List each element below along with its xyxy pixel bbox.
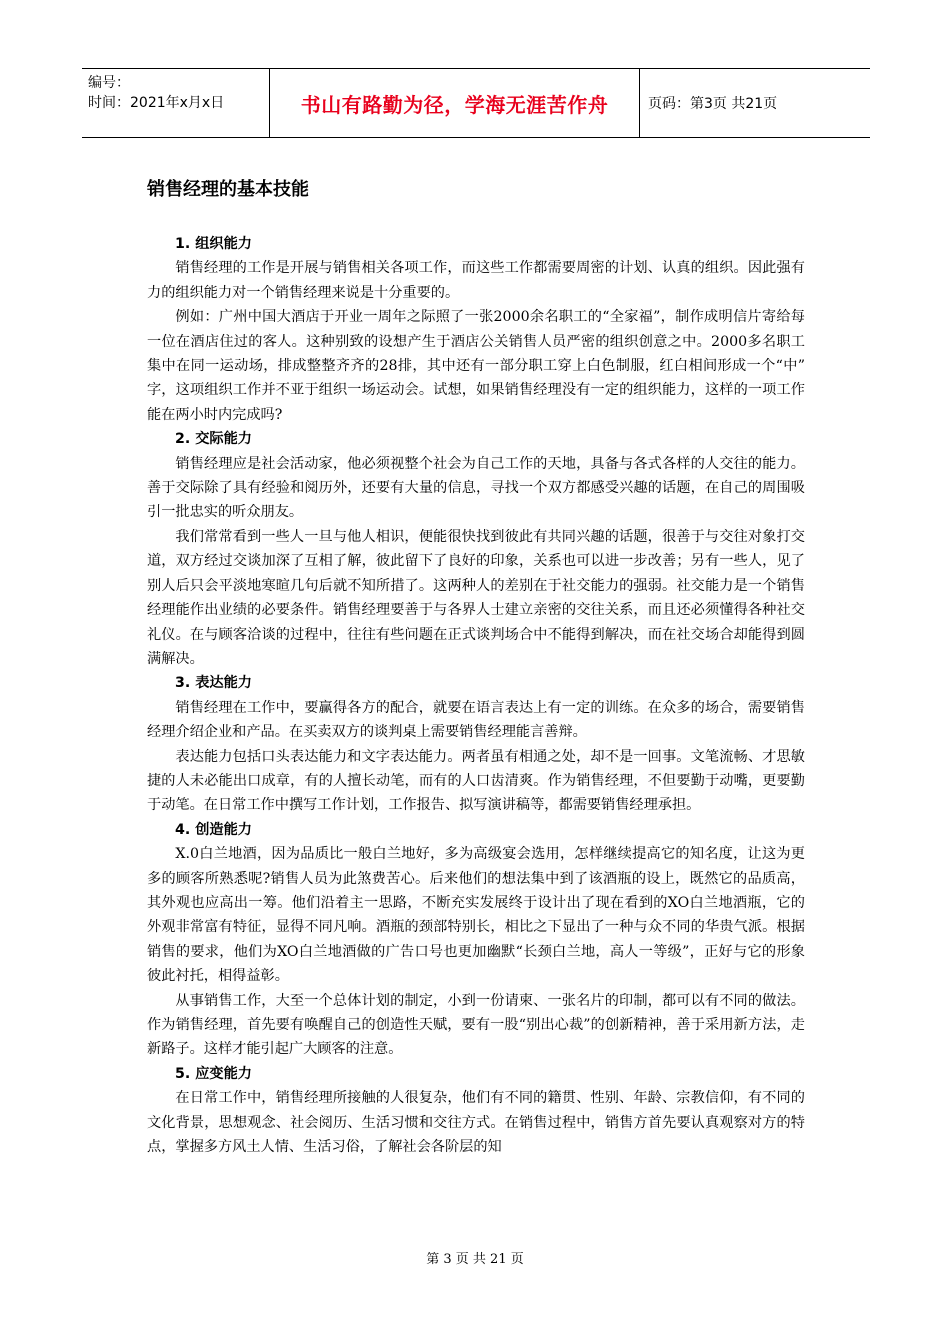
- page-footer: 第 3 页 共 21 页: [426, 1252, 524, 1267]
- section-heading: 3. 表达能力: [175, 675, 252, 692]
- document-body: [147, 232, 805, 1159]
- header-page-info: 页码：第3页 共21页: [648, 96, 778, 112]
- document-number-label: 编号：: [88, 75, 130, 91]
- header-motto: 书山有路勤为径，学海无涯苦作舟: [300, 92, 609, 117]
- paragraph: X.0白兰地酒，因为品质比一般白兰地好，多为高级宴会选用，怎样继续提高它的知名度，让这为更多的顾客所熟悉呢?销售人员为此煞费苦心。后来他们的想法集中到了该酒瓶的设上，既然它的品质高，其外观也应高出一筹。他们沿着主一思路，不断充实发展终于设计出了现在看到的XO白兰地酒瓶，它的外观非常富有特征，显得不同凡响。酒瓶的颈部特别长，相比之下显出了一种与众不同的华贵气派。根据销售的要求，他们为XO白兰地酒做的广告口号也更加幽默“长颈白兰地，高人一等级”，正好与它的形象彼此衬托，相得益彰。: [147, 846, 805, 985]
- document-title: 销售经理的基本技能: [147, 179, 309, 200]
- paragraph: 从事销售工作，大至一个总体计划的制定，小到一份请柬、一张名片的印制，都可以有不同的做法。作为销售经理，首先要有唤醒自己的创造性天赋，要有一股“别出心裁”的创新精神，善于采用新方法，走新路子。这样才能引起广大顾客的注意。: [147, 992, 805, 1058]
- document-time-label: 时间：2021年x月x日: [88, 95, 225, 111]
- paragraph: 在日常工作中，销售经理所接触的人很复杂，他们有不同的籍贯、性别、年龄、宗教信仰，有不同的文化背景，思想观念、社会阅历、生活习惯和交往方式。在销售过程中，销售方首先要认真观察对方的特点，掌握多方风土人情、生活习俗，了解社会各阶层的知: [147, 1090, 805, 1156]
- paragraph: 例如：广州中国大酒店于开业一周年之际照了一张2000余名职工的“全家福”，制作成明信片寄给每一位在酒店住过的客人。这种别致的设想产生于酒店公关销售人员严密的组织创意之中。2000多名职工集中在同一运动场，排成整整齐齐的28排，其中还有一部分职工穿上白色制服，红白相间形成一个“中” 字，这项组织工作并不亚于组织一场运动会。试想，如果销售经理没有一定的组织能力，这样的一项工作能在两小时内完成吗?: [147, 309, 805, 423]
- paragraph: 我们常常看到一些人一旦与他人相识，便能很快找到彼此有共同兴趣的话题，很善于与交往对象打交道，双方经过交谈加深了互相了解，彼此留下了良好的印象，关系也可以进一步改善；另有一些人，见了别人后只会平淡地寒暄几句后就不知所措了。这两种人的差别在于社交能力的强弱。社交能力是一个销售经理能作出业绩的必要条件。销售经理要善于与各界人士建立亲密的交往关系，而且还必须懂得各种社交礼仪。在与顾客洽谈的过程中，往往有些问题在正式谈判场合中不能得到解决，而在社交场合却能得到圆满解决。: [147, 528, 805, 667]
- section-heading: 1. 组织能力: [175, 236, 252, 252]
- paragraph: 销售经理在工作中，要赢得各方的配合，就要在语言表达上有一定的训练。在众多的场合，需要销售经理介绍企业和产品。在买卖双方的谈判桌上需要销售经理能言善辩。: [147, 699, 805, 741]
- page-header: [82, 68, 870, 138]
- paragraph: 销售经理应是社会活动家，他必须视整个社会为自己工作的天地，具备与各式各样的人交往的能力。善于交际除了具有经验和阅历外，还要有大量的信息，寻找一个双方都感受兴趣的话题，在自己的周围吸引一批忠实的听众朋友。: [147, 455, 805, 521]
- section-heading: 2. 交际能力: [175, 431, 252, 448]
- paragraph: 销售经理的工作是开展与销售相关各项工作，而这些工作都需要周密的计划、认真的组织。因此强有力的组织能力对一个销售经理来说是十分重要的。: [147, 260, 805, 301]
- section-heading: 5. 应变能力: [175, 1065, 252, 1082]
- section-heading: 4. 创造能力: [175, 821, 252, 838]
- header-meta: [82, 69, 270, 137]
- header-motto-cell: [270, 69, 640, 137]
- paragraph: 表达能力包括口头表达能力和文字表达能力。两者虽有相通之处，却不是一回事。文笔流畅、才思敏捷的人未必能出口成章，有的人擅长动笔，而有的人口齿清爽。作为销售经理，不但要勤于动嘴，更要勤于动笔。在日常工作中撰写工作计划，工作报告、拟写演讲稿等，都需要销售经理承担。: [147, 748, 805, 814]
